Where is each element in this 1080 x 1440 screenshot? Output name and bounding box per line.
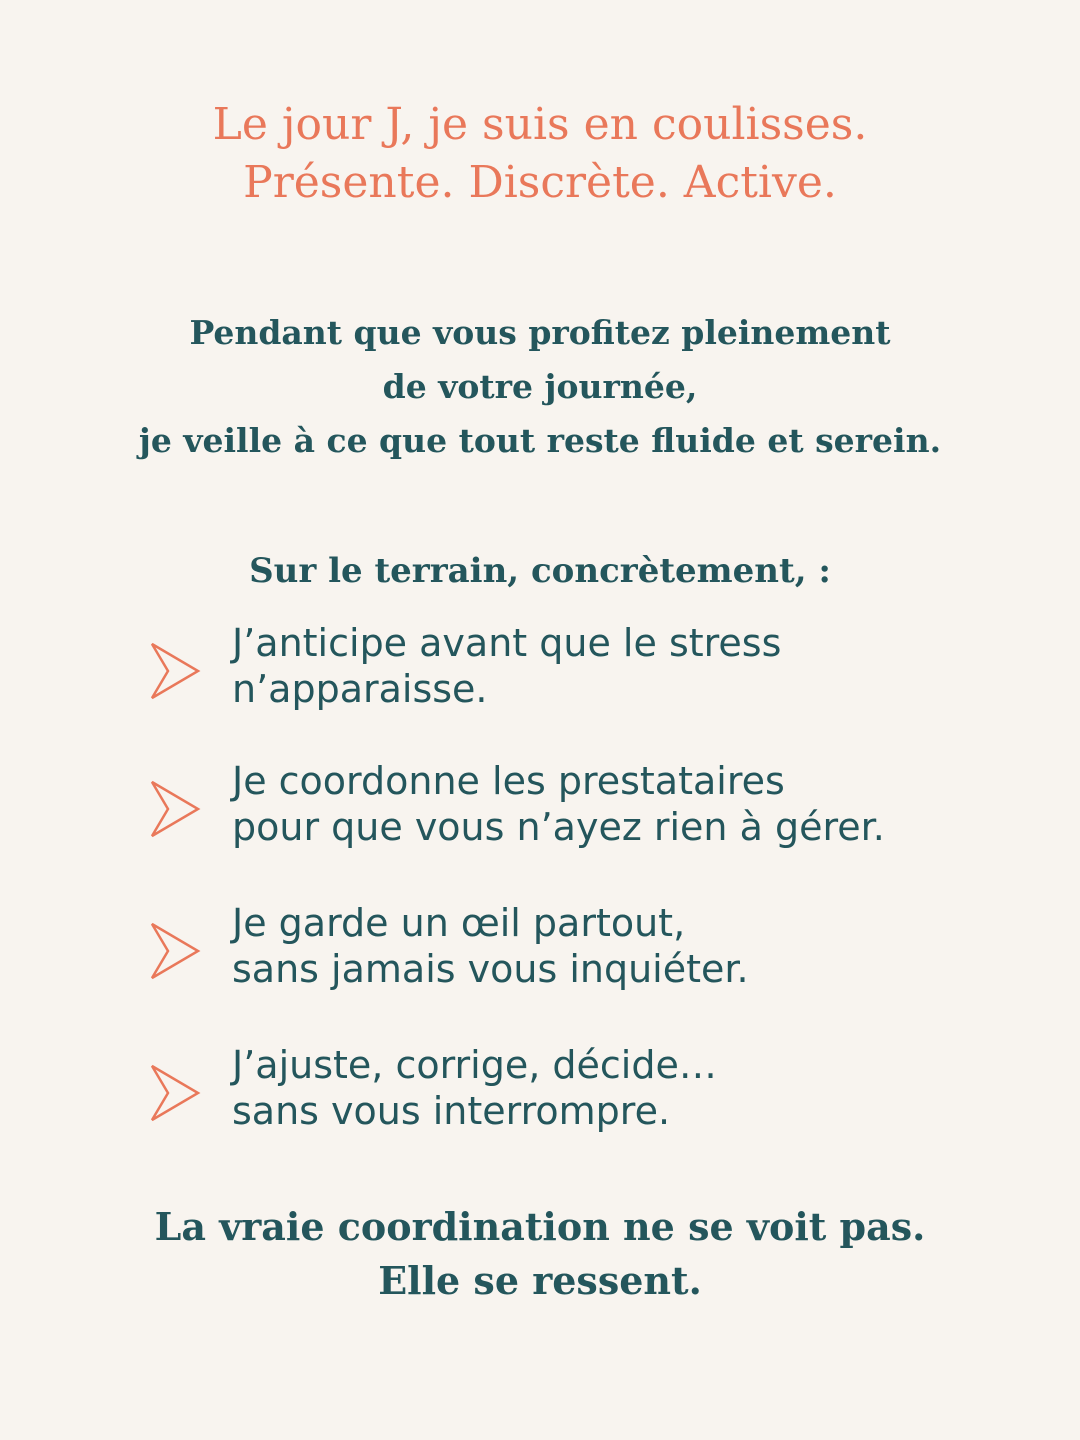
list-item-line-2: n’apparaisse.	[232, 667, 488, 711]
list-item-line-2: sans vous interrompre.	[232, 1089, 671, 1133]
headline-line-2: Présente. Discrète. Active.	[243, 157, 837, 208]
list-item-line-1: J’anticipe avant que le stress	[232, 621, 782, 665]
closing-line-2: Elle se ressent.	[378, 1258, 702, 1303]
list-item-line-1: Je coordonne les prestataires	[232, 759, 785, 803]
section-title: Sur le terrain, concrètement, :	[249, 551, 831, 591]
arrow-right-outline-icon	[148, 640, 204, 702]
headline	[0, 96, 1080, 212]
headline-line-1: Le jour J, je suis en coulisses.	[212, 99, 868, 150]
closing-statement	[0, 1200, 1080, 1308]
list-item	[148, 620, 1008, 720]
list-item-text	[232, 1042, 1012, 1134]
arrow-right-outline-icon	[148, 778, 204, 840]
list-item-text	[232, 620, 1012, 712]
list-item-line-1: J’ajuste, corrige, décide…	[232, 1043, 717, 1087]
arrow-right-outline-icon	[148, 1062, 204, 1124]
list-item	[148, 900, 1008, 1000]
intro-line-1: Pendant que vous profitez pleinement	[189, 313, 891, 352]
list-item-text	[232, 758, 1012, 850]
intro-paragraph	[0, 306, 1080, 468]
list-item	[148, 758, 1008, 858]
closing-line-1: La vraie coordination ne se voit pas.	[154, 1204, 926, 1249]
list-item-line-2: pour que vous n’ayez rien à gérer.	[232, 805, 885, 849]
list-item	[148, 1042, 1008, 1142]
list-item-line-2: sans jamais vous inquiéter.	[232, 947, 749, 991]
arrow-right-outline-icon	[148, 920, 204, 982]
list-item-text	[232, 900, 1012, 992]
intro-line-2: de votre journée,	[382, 367, 698, 406]
intro-line-3: je veille à ce que tout reste fluide et serein.	[138, 421, 942, 460]
list-item-line-1: Je garde un œil partout,	[232, 901, 686, 945]
